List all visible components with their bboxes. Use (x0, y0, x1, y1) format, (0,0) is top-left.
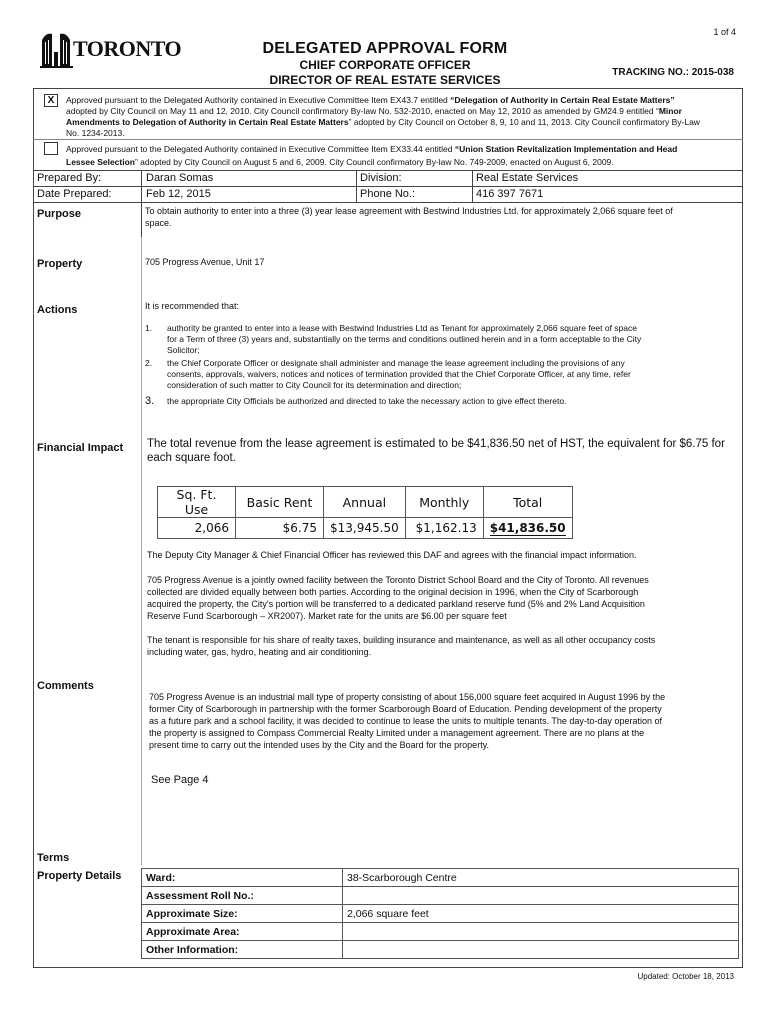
other-info-value (343, 941, 739, 959)
fin-value-monthly: $1,162.13 (405, 518, 483, 539)
table-row (142, 887, 739, 905)
comments-label: Comments (37, 680, 94, 692)
division-value: Real Estate Services (476, 172, 579, 184)
updated-date: Updated: October 18, 2013 (637, 972, 734, 981)
approx-size-value: 2,066 square feet (343, 905, 739, 923)
fin-value-basic-rent: $6.75 (236, 518, 324, 539)
form-subtitle-2: DIRECTOR OF REAL ESTATE SERVICES (269, 73, 501, 87)
property-details-table (141, 868, 739, 959)
property-label: Property (37, 258, 83, 270)
ward-value: 38-Scarborough Centre (343, 869, 739, 887)
purpose-label: Purpose (37, 208, 82, 220)
table-row (142, 869, 739, 887)
tracking-label: TRACKING NO.: (612, 67, 689, 78)
form-subtitle-1: CHIEF CORPORATE OFFICER (299, 58, 471, 72)
frame-top (33, 88, 743, 89)
phone-value: 416 397 7671 (476, 188, 544, 200)
financial-review-note: The Deputy City Manager & Chief Financial Officer has reviewed this DAF and agrees with the financial impact information. (147, 550, 637, 560)
authority-checkbox-2[interactable] (44, 142, 58, 155)
prepared-by-value: Daran Somas (146, 172, 214, 184)
frame-bottom (33, 967, 743, 968)
financial-paragraph-2: 705 Progress Avenue is a jointly owned facility between the Toronto District School Board and the City of Toronto. All revenues collected are divided equally between both parties. According to the original decision in 1996, when the City of Scarborough acquired the property, the City's portion will be transferred to a dedicated parkland reserve fund (5% and 2% Land Acquisition Reserve Fund Scarborough – XR2007). Market rate for the units are $6.00 per square feet (147, 575, 649, 621)
fin-header-basic-rent: Basic Rent (236, 487, 324, 518)
financial-table (157, 486, 573, 539)
ward-key: Ward: (142, 869, 343, 887)
assessment-roll-value (343, 887, 739, 905)
phone-label: Phone No.: (360, 188, 416, 200)
fin-value-annual: $13,945.50 (324, 518, 406, 539)
date-prepared-label: Date Prepared: (37, 188, 112, 200)
comments-see-page: See Page 4 (151, 774, 209, 786)
fin-value-sqft: 2,066 (158, 518, 236, 539)
table-row (142, 905, 739, 923)
approx-area-value (343, 923, 739, 941)
table-row (142, 923, 739, 941)
prepared-by-label: Prepared By: (37, 172, 102, 184)
approx-size-key: Approximate Size: (142, 905, 343, 923)
date-prepared-value: Feb 12, 2015 (146, 188, 211, 200)
financial-summary: The total revenue from the lease agreement is estimated to be $41,836.50 net of HST, the equivalent for $6.75 for each square foot. (147, 438, 725, 464)
frame-right (742, 88, 743, 968)
financial-impact-label: Financial Impact (37, 442, 124, 454)
tracking-number (612, 67, 734, 78)
other-info-key: Other Information: (142, 941, 343, 959)
property-details-label: Property Details (37, 870, 122, 882)
purpose-text: To obtain authority to enter into a three (3) year lease agreement with Bestwind Industries Ltd. for approximately 2,066 square feet of space. (145, 206, 673, 228)
actions-intro: It is recommended that: (145, 301, 240, 311)
table-row (142, 941, 739, 959)
division-label: Division: (360, 172, 402, 184)
fin-header-total: Total (483, 487, 572, 518)
actions-label: Actions (37, 304, 78, 316)
logo-text: TORONTO (73, 36, 182, 61)
fin-header-monthly: Monthly (405, 487, 483, 518)
authority-checkbox-1[interactable]: X (44, 94, 58, 107)
approx-area-key: Approximate Area: (142, 923, 343, 941)
page-indicator: 1 of 4 (713, 27, 736, 37)
property-text: 705 Progress Avenue, Unit 17 (145, 257, 265, 267)
fin-header-annual: Annual (324, 487, 406, 518)
authority-option-2: Approved pursuant to the Delegated Authority contained in Executive Committee Item EX33.44 entitled “Union Station Revitalization Implementation and Head Lessee Selection” adopted by City Council on August 5 and 6, 2009. City Council confirmatory By-law No. 749-2009, enacted on August 6, 2009. (66, 144, 678, 167)
authority-option-1: Approved pursuant to the Delegated Authority contained in Executive Committee Item EX43.7 entitled “Delegation of Authority in Certain Real Estate Matters” adopted by City Council on May 11 and 12, 2010. City Council confirmatory By-law No. 532-2010, enacted on May 12, 2010 as amended by GM24.9 entitled “Minor Amendments to Delegation of Authority in Certain Real Estate Matters” adopted by City Council on October 8, 9, 10 and 11, 2013. City Council confirmatory By-Law No. 1234-2013. (66, 95, 700, 138)
tracking-value: 2015-038 (691, 67, 734, 78)
assessment-roll-key: Assessment Roll No.: (142, 887, 343, 905)
financial-paragraph-3: The tenant is responsible for his share of realty taxes, building insurance and maintenance, as well as all other occupancy costs including water, gas, hydro, heating and air conditioning. (147, 635, 656, 657)
form-title: DELEGATED APPROVAL FORM (262, 40, 508, 57)
frame-left (33, 88, 34, 968)
fin-header-sqft: Sq. Ft. Use (158, 487, 236, 518)
fin-value-total: $41,836.50 (483, 518, 572, 539)
comments-text: 705 Progress Avenue is an industrial mall type of property consisting of about 156,000 square feet acquired in August 1996 by the former City of Scarborough in partnership with the former Scarborough Board of Education. Pending development of the property as a future park and a school facility, it was decided to continue to lease the units to multiple tenants. The day-to-day operation of the property is assigned to Compass Commercial Realty Limited under a management agreement. There are no plans at the present time to carry out the intended uses by the City and the Board for the property. (149, 692, 666, 750)
terms-label: Terms (37, 852, 70, 864)
